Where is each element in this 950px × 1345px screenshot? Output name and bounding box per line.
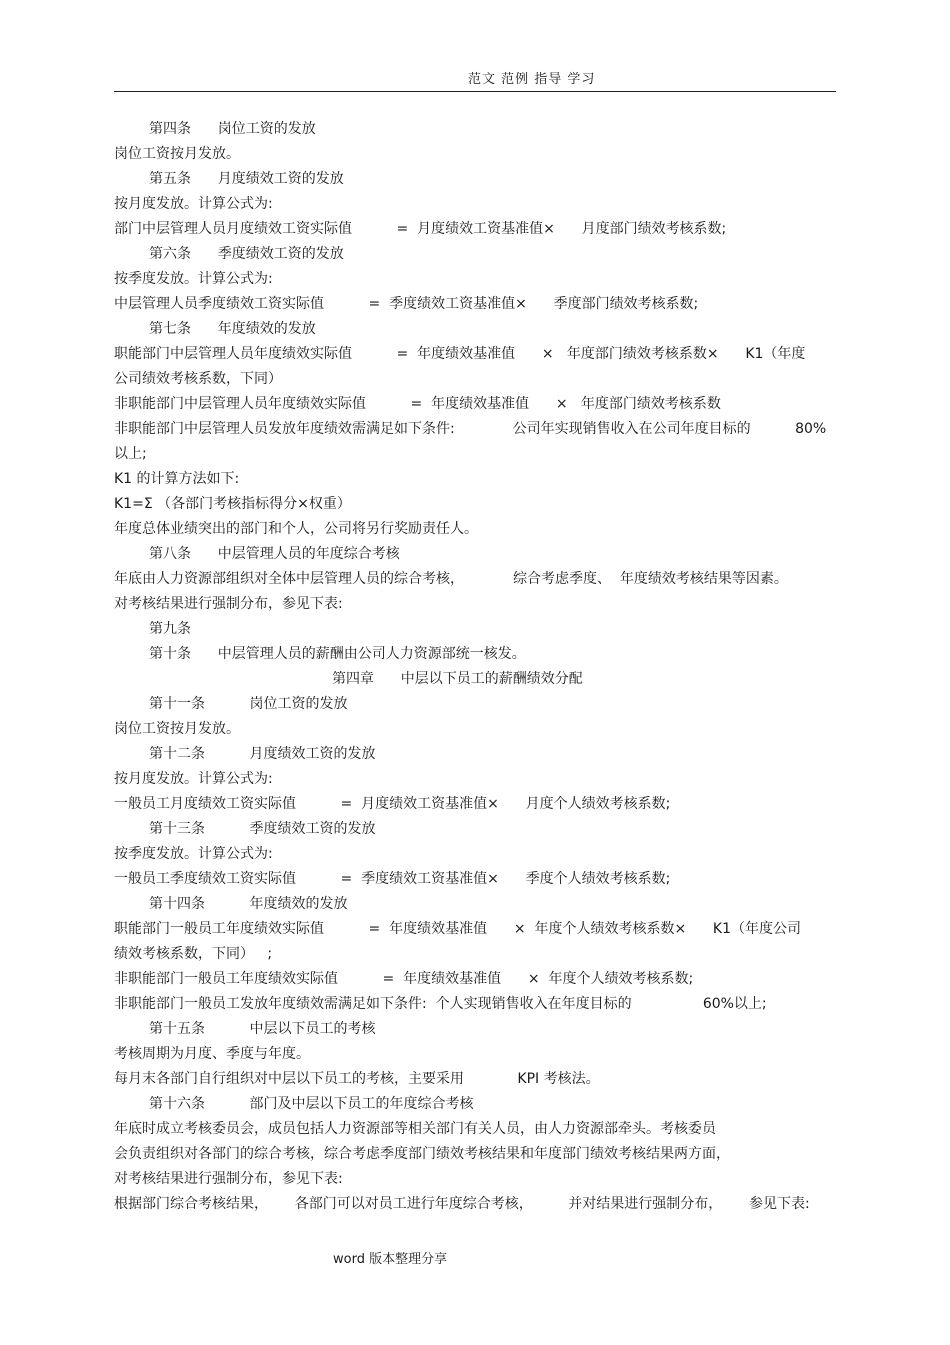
- text-line: 一般员工季度绩效工资实际值 = 季度绩效工资基准值× 季度个人绩效考核系数;: [114, 871, 671, 887]
- page-header: 范文 范例 指导 学习: [468, 72, 596, 87]
- text-line: 职能部门一般员工年度绩效实际值 = 年度绩效基准值 × 年度个人绩效考核系数× K1（年度公司: [114, 921, 801, 937]
- text-line: 年底时成立考核委员会，成员包括人力资源部等相关部门有关人员，由人力资源部牵头。考核委员: [114, 1121, 716, 1137]
- text-line: 每月末各部门自行组织对中层以下员工的考核，主要采用 KPI 考核法。: [114, 1071, 600, 1087]
- text-line: 对考核结果进行强制分布，参见下表:: [114, 596, 343, 612]
- text-line: K1=Σ （各部门考核指标得分×权重）: [114, 496, 351, 512]
- text-line: 岗位工资按月发放。: [114, 146, 240, 162]
- text-line: 部门中层管理人员月度绩效工资实际值 = 月度绩效工资基准值× 月度部门绩效考核系数;: [114, 221, 727, 237]
- text-line: 第十五条 中层以下员工的考核: [149, 1021, 376, 1037]
- text-line: 按月度发放。计算公式为:: [114, 196, 273, 212]
- text-line: 第十四条 年度绩效的发放: [149, 896, 348, 912]
- text-line: 第十三条 季度绩效工资的发放: [149, 821, 376, 837]
- text-line: 绩效考核系数，下同） ;: [114, 946, 273, 962]
- text-line: 第五条 月度绩效工资的发放: [149, 171, 344, 187]
- header-rule: [114, 91, 836, 92]
- text-line: 非职能部门一般员工发放年度绩效需满足如下条件: 个人实现销售收入在年度目标的 60%以上;: [114, 996, 767, 1012]
- text-line: 非职能部门中层管理人员发放年度绩效需满足如下条件: 公司年实现销售收入在公司年度目标的 80%: [114, 421, 827, 437]
- text-line: 第六条 季度绩效工资的发放: [149, 246, 344, 262]
- text-line: 第十六条 部门及中层以下员工的年度综合考核: [149, 1096, 474, 1112]
- text-line: 职能部门中层管理人员年度绩效实际值 = 年度绩效基准值 × 年度部门绩效考核系数× K1（年度: [114, 346, 806, 362]
- text-line: 第十条 中层管理人员的薪酬由公司人力资源部统一核发。: [149, 646, 526, 662]
- text-line: 第十一条 岗位工资的发放: [149, 696, 348, 712]
- text-line: 以上;: [114, 446, 147, 462]
- text-line: 年底由人力资源部组织对全体中层管理人员的综合考核， 综合考虑季度、 年度绩效考核结果等因素。: [114, 571, 788, 587]
- text-line: 按季度发放。计算公式为:: [114, 271, 273, 287]
- text-line: 公司绩效考核系数，下同）: [114, 371, 282, 387]
- text-line: K1 的计算方法如下:: [114, 471, 240, 487]
- text-line: 第四条 岗位工资的发放: [149, 121, 316, 137]
- page-footer: word 版本整理分享: [333, 1252, 448, 1267]
- text-line: 非职能部门一般员工年度绩效实际值 = 年度绩效基准值 × 年度个人绩效考核系数;: [114, 971, 694, 987]
- text-line: 会负责组织对各部门的综合考核，综合考虑季度部门绩效考核结果和年度部门绩效考核结果两方面，: [114, 1146, 730, 1162]
- chapter-heading: 第四章 中层以下员工的薪酬绩效分配: [332, 671, 583, 687]
- text-line: 根据部门综合考核结果， 各部门可以对员工进行年度综合考核， 并对结果进行强制分布， 参见下表:: [114, 1196, 810, 1212]
- text-line: 中层管理人员季度绩效工资实际值 = 季度绩效工资基准值× 季度部门绩效考核系数;: [114, 296, 699, 312]
- text-line: 对考核结果进行强制分布，参见下表:: [114, 1171, 343, 1187]
- text-line: 按月度发放。计算公式为:: [114, 771, 273, 787]
- text-line: 非职能部门中层管理人员年度绩效实际值 = 年度绩效基准值 × 年度部门绩效考核系数: [114, 396, 721, 412]
- text-line: 岗位工资按月发放。: [114, 721, 240, 737]
- text-line: 按季度发放。计算公式为:: [114, 846, 273, 862]
- text-line: 第十二条 月度绩效工资的发放: [149, 746, 376, 762]
- text-line: 一般员工月度绩效工资实际值 = 月度绩效工资基准值× 月度个人绩效考核系数;: [114, 796, 671, 812]
- text-line: 年度总体业绩突出的部门和个人，公司将另行奖励责任人。: [114, 521, 478, 537]
- text-line: 第九条: [149, 621, 191, 637]
- text-line: 考核周期为月度、季度与年度。: [114, 1046, 310, 1062]
- text-line: 第八条 中层管理人员的年度综合考核: [149, 546, 400, 562]
- text-line: 第七条 年度绩效的发放: [149, 321, 316, 337]
